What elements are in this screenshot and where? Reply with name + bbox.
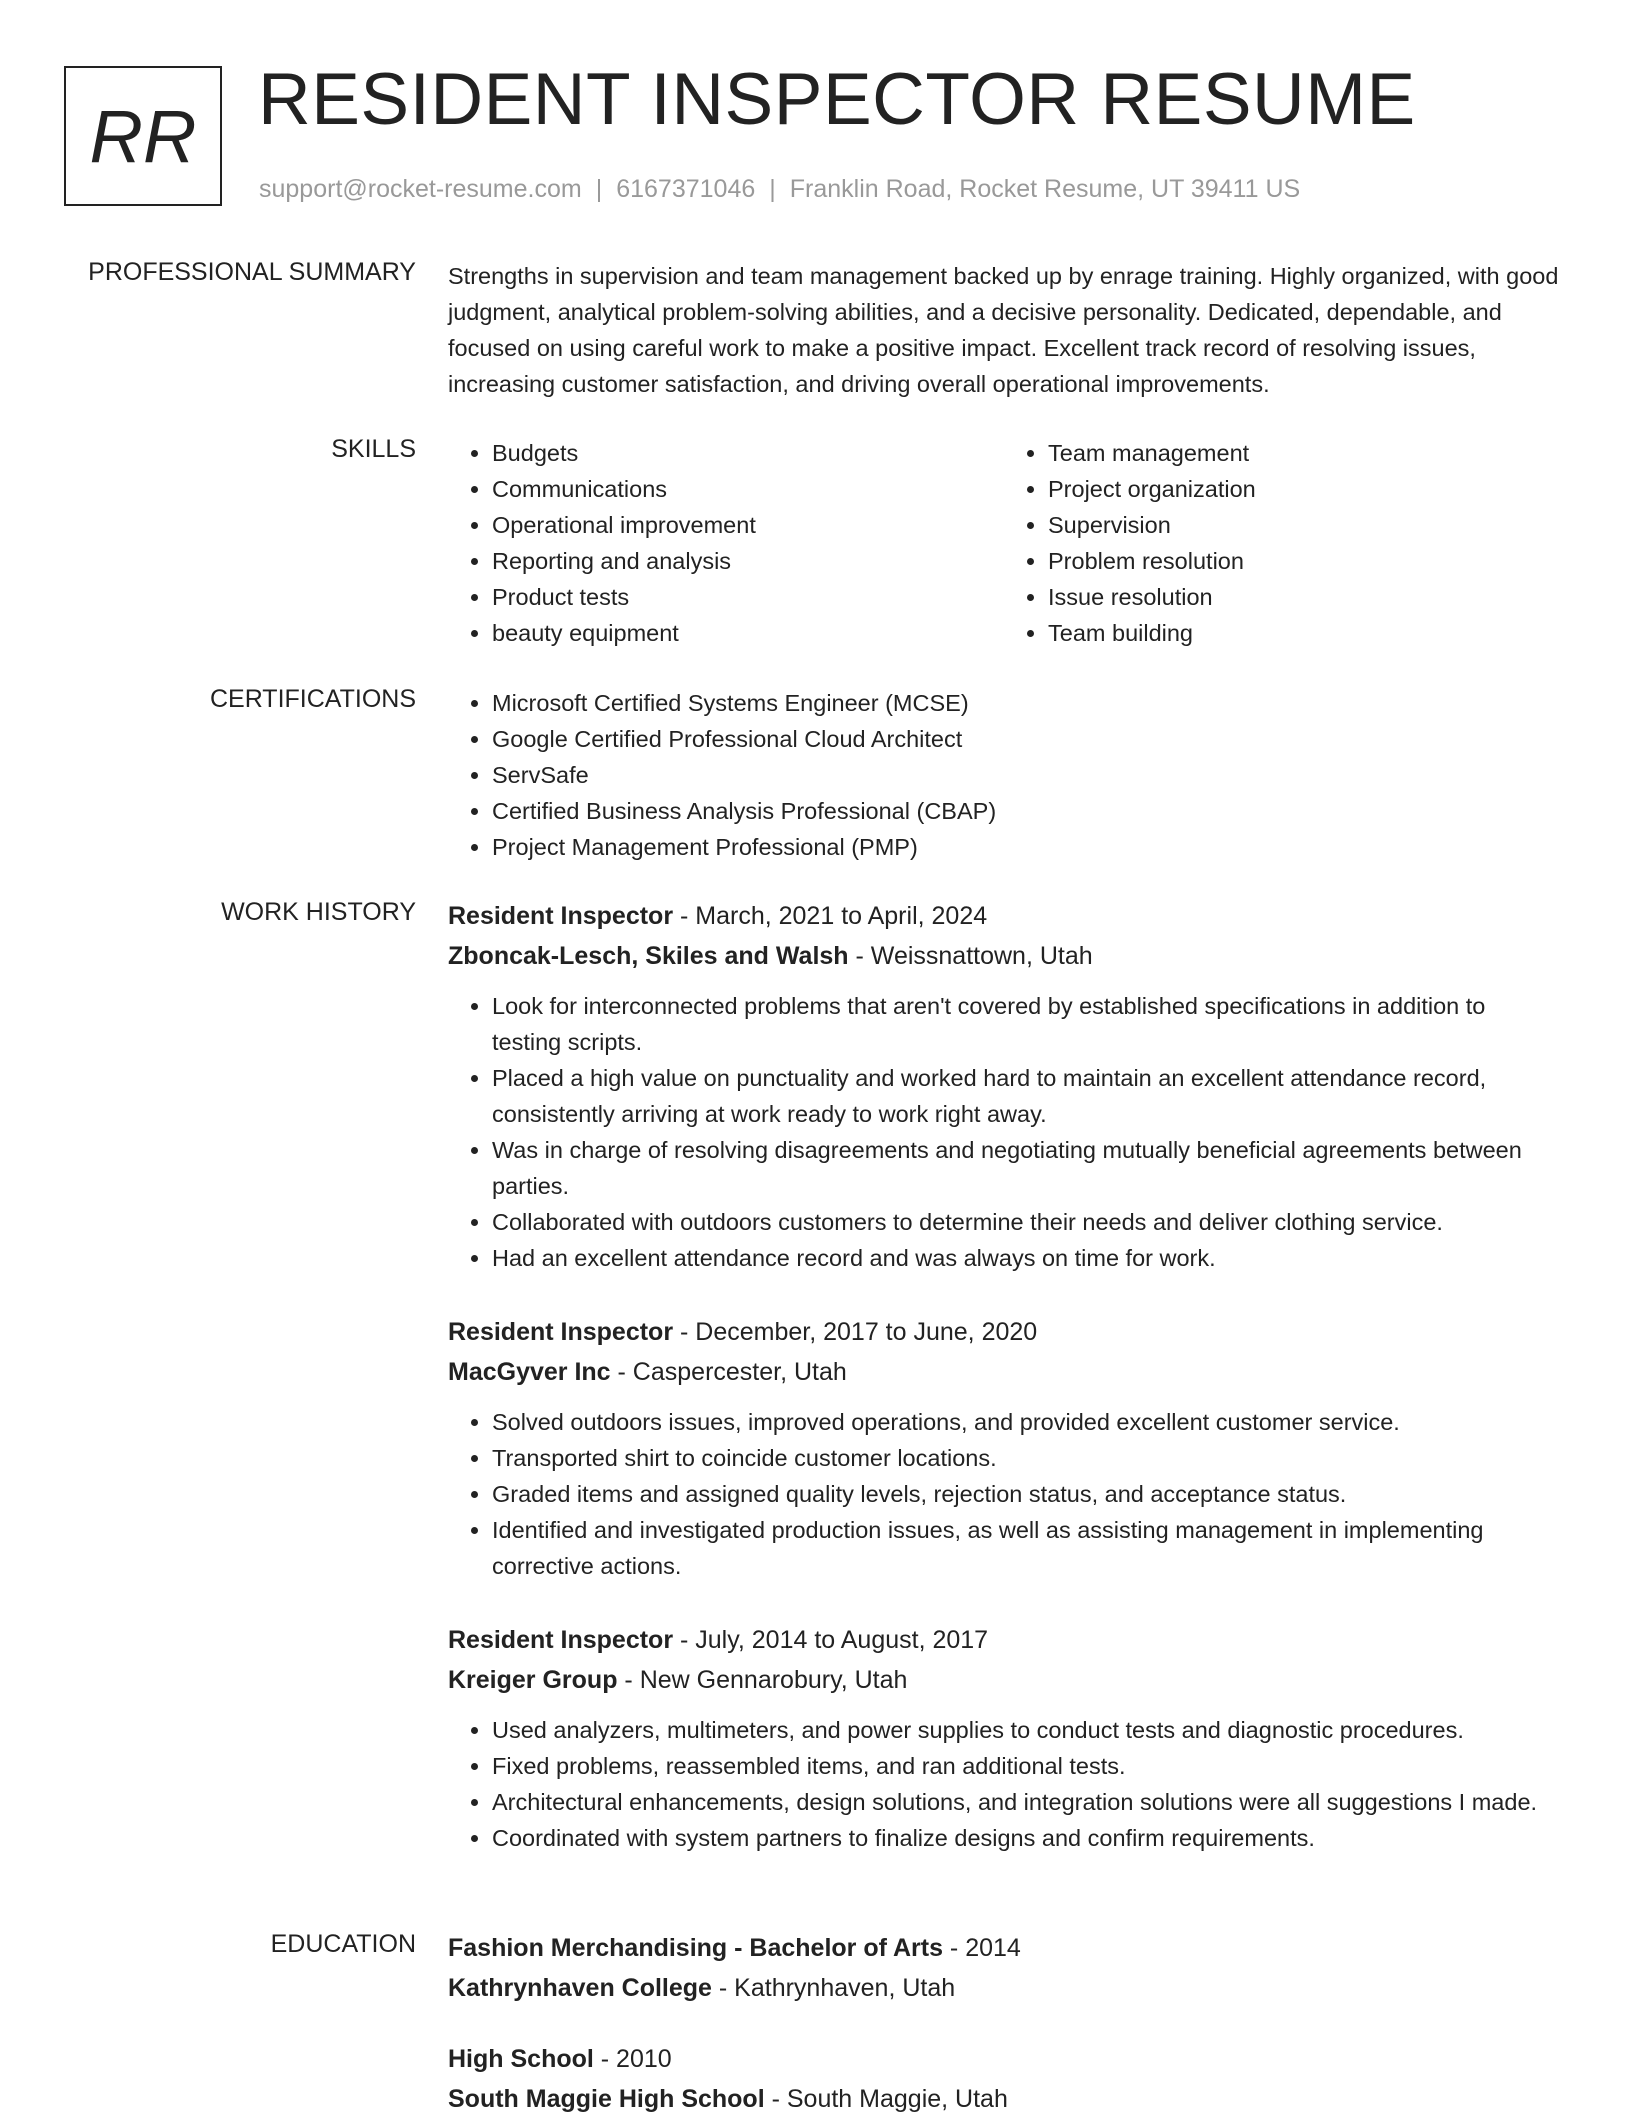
certification-item: • Certified Business Analysis Professional (CBAP) (492, 793, 1560, 829)
work-history-heading: WORK HISTORY (221, 898, 416, 926)
education-degree-line (448, 1928, 1560, 1968)
skill-item: • Budgets (492, 435, 1004, 471)
skill-item: • Problem resolution (1048, 543, 1560, 579)
job-company: Kreiger Group (448, 1666, 618, 1694)
job-bullet: • Used analyzers, multimeters, and power supplies to conduct tests and diagnostic procedures. (492, 1712, 1560, 1748)
monogram-box: RR (64, 66, 222, 206)
job-bullet: • Coordinated with system partners to finalize designs and confirm requirements. (492, 1820, 1560, 1856)
education-entry (448, 2039, 1560, 2119)
job-title: Resident Inspector (448, 1626, 674, 1654)
job-bullets (448, 1404, 1560, 1584)
job-bullet: • Transported shirt to coincide customer locations. (492, 1440, 1560, 1476)
skill-item: • Communications (492, 471, 1004, 507)
education-location: - Kathrynhaven, Utah (711, 1974, 956, 2002)
job-bullets (448, 988, 1560, 1276)
job-title-line (448, 1312, 1560, 1352)
contact-email[interactable]: support@rocket-resume.com (259, 175, 582, 203)
education-school: South Maggie High School (448, 2085, 765, 2113)
education-year: - 2010 (593, 2045, 672, 2073)
contact-address: Franklin Road, Rocket Resume, UT 39411 US (789, 175, 1301, 203)
job-title: Resident Inspector (448, 1318, 674, 1346)
education-location: - South Maggie, Utah (764, 2085, 1008, 2113)
job-bullet: • Architectural enhancements, design solutions, and integration solutions were all suggestions I made. (492, 1784, 1560, 1820)
job-company-line (448, 1352, 1560, 1392)
education-year: - 2014 (942, 1934, 1021, 1962)
education-degree: Fashion Merchandising - Bachelor of Arts (448, 1934, 943, 1962)
certification-item: • Project Management Professional (PMP) (492, 829, 1560, 865)
job-bullets (448, 1712, 1560, 1856)
skill-item: • Reporting and analysis (492, 543, 1004, 579)
contact-separator: | (769, 175, 776, 203)
certification-item: • ServSafe (492, 757, 1560, 793)
skills-heading: SKILLS (331, 435, 416, 463)
summary-text: Strengths in supervision and team management backed up by enrage training. Highly organized, with good judgment, analytical problem-solving abilities, and a decisive personality. Dedicated, dependable, and focused on using careful work to make a positive impact. Excellent track record of resolving issues, increasing customer satisfaction, and driving overall operational improvements. (448, 263, 1559, 397)
job-company: MacGyver Inc (448, 1358, 611, 1386)
job-dates: - March, 2021 to April, 2024 (673, 902, 988, 930)
job-location: - New Gennarobury, Utah (617, 1666, 908, 1694)
skills-columns (448, 435, 1560, 651)
skill-item: • Product tests (492, 579, 1004, 615)
contact-line (259, 175, 1300, 204)
skill-item: • Issue resolution (1048, 579, 1560, 615)
education-entry (448, 1928, 1560, 2008)
job-entry (448, 896, 1560, 1276)
skill-item: • Operational improvement (492, 507, 1004, 543)
job-company-line (448, 936, 1560, 976)
job-entry (448, 1312, 1560, 1584)
job-dates: - December, 2017 to June, 2020 (673, 1318, 1038, 1346)
contact-phone[interactable]: 6167371046 (616, 175, 756, 203)
job-bullet: • Collaborated with outdoors customers to determine their needs and deliver clothing service. (492, 1204, 1560, 1240)
certifications-heading: CERTIFICATIONS (209, 685, 416, 713)
job-bullet: • Had an excellent attendance record and was always on time for work. (492, 1240, 1560, 1276)
skill-item: • Team building (1048, 615, 1560, 651)
job-location: - Weissnattown, Utah (848, 942, 1093, 970)
job-entry (448, 1620, 1560, 1856)
skill-item: • Project organization (1048, 471, 1560, 507)
job-company: Zboncak-Lesch, Skiles and Walsh (448, 942, 849, 970)
job-bullet: • Fixed problems, reassembled items, and ran additional tests. (492, 1748, 1560, 1784)
job-company-line (448, 1660, 1560, 1700)
job-dates: - July, 2014 to August, 2017 (673, 1626, 989, 1654)
job-bullet: • Placed a high value on punctuality and worked hard to maintain an excellent attendance record, consistently arriving at work ready to work right away. (492, 1060, 1560, 1132)
contact-separator: | (595, 175, 603, 203)
education-degree-line (448, 2039, 1560, 2079)
job-title-line (448, 896, 1560, 936)
job-bullet: • Graded items and assigned quality levels, rejection status, and acceptance status. (492, 1476, 1560, 1512)
education-school-line (448, 1968, 1560, 2008)
education-degree: High School (448, 2045, 594, 2073)
certification-item: • Google Certified Professional Cloud Architect (492, 721, 1560, 757)
certifications-list (448, 685, 1560, 865)
education-school: Kathrynhaven College (448, 1974, 712, 2002)
summary-heading: PROFESSIONAL SUMMARY (88, 258, 416, 286)
skill-item: • beauty equipment (492, 615, 1004, 651)
skills-list-right (1004, 435, 1560, 651)
job-title-line (448, 1620, 1560, 1660)
skills-list-left (448, 435, 1004, 651)
job-bullet: • Look for interconnected problems that aren't covered by established specifications in addition to testing scripts. (492, 988, 1560, 1060)
job-location: - Caspercester, Utah (610, 1358, 847, 1386)
resume-title: RESIDENT INSPECTOR RESUME (258, 59, 1416, 140)
skill-item: • Supervision (1048, 507, 1560, 543)
education-school-line (448, 2079, 1560, 2119)
certification-item: • Microsoft Certified Systems Engineer (MCSE) (492, 685, 1560, 721)
education-heading: EDUCATION (270, 1930, 416, 1958)
job-bullet: • Solved outdoors issues, improved operations, and provided excellent customer service. (492, 1404, 1560, 1440)
certifications-wrap (448, 685, 1560, 865)
job-bullet: • Identified and investigated production issues, as well as assisting management in implementing corrective actions. (492, 1512, 1560, 1584)
job-bullet: • Was in charge of resolving disagreements and negotiating mutually beneficial agreements between parties. (492, 1132, 1560, 1204)
job-title: Resident Inspector (448, 902, 674, 930)
skill-item: • Team management (1048, 435, 1560, 471)
summary-text-wrap (448, 258, 1560, 402)
